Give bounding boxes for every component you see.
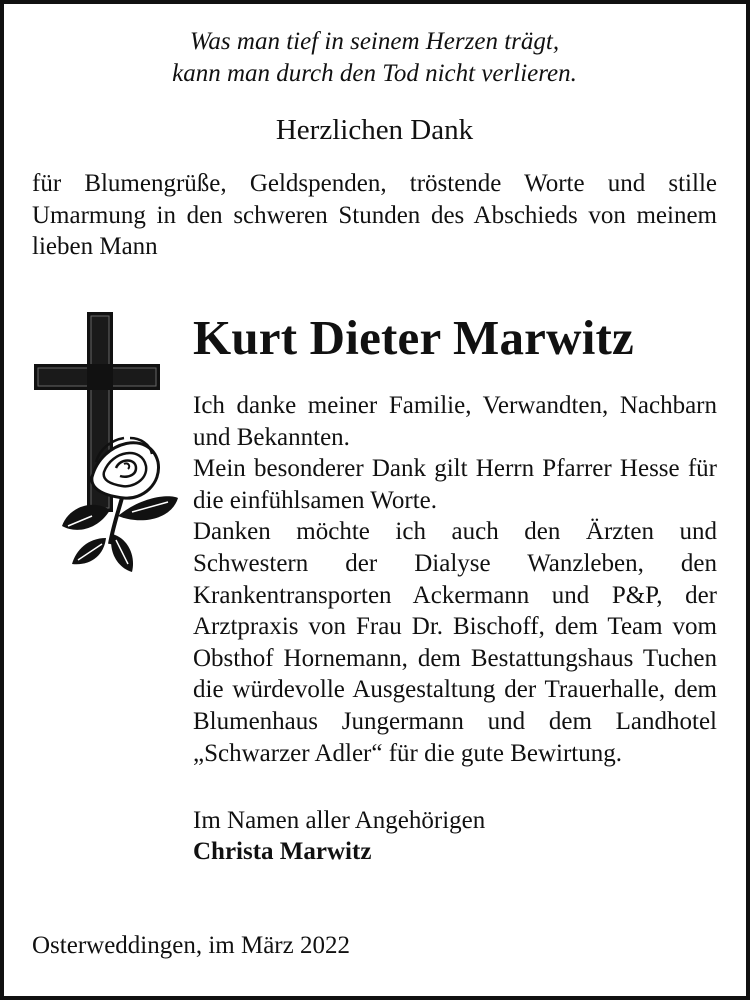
deceased-name: Kurt Dieter Marwitz xyxy=(193,310,634,365)
body-text xyxy=(193,390,717,769)
cross-rose-illustration xyxy=(32,312,180,572)
cross-icon xyxy=(32,312,180,572)
notice-header xyxy=(32,26,717,263)
signature-block xyxy=(193,805,717,867)
quote-line-2: kann man durch den Tod nicht verlieren. xyxy=(172,60,577,87)
signature-name: Christa Marwitz xyxy=(193,838,372,866)
main-column xyxy=(193,308,717,867)
rose-icon xyxy=(62,438,178,572)
body-paragraph-1: Ich danke meiner Familie, Verwandten, Nachbarn und Bekannten. xyxy=(193,392,717,451)
intro-text: für Blumengrüße, Geldspenden, tröstende Worte und stille Umarmung in den schweren Stunden des Abschieds von meinem lieben Mann xyxy=(32,170,717,260)
signature-line: Im Namen aller Angehörigen xyxy=(193,807,486,835)
body-paragraph-2: Mein besonderer Dank gilt Herrn Pfarrer Hesse für die einfühlsamen Worte. xyxy=(193,455,717,514)
quote xyxy=(32,26,717,90)
place-date: Osterweddingen, im März 2022 xyxy=(32,932,350,959)
heading: Herzlichen Dank xyxy=(275,114,474,146)
quote-line-1: Was man tief in seinem Herzen trägt, xyxy=(189,28,560,55)
body-paragraph-3: Danken möchte ich auch den Ärzten und Schwestern der Dialyse Wanzleben, den Krankentransporten Ackermann und P&P, der Arztpraxis von Frau Dr. Bischoff, dem Team vom Obsthof Hornemann, dem Bestattungshaus Tuchen die würdevolle Ausgestaltung der Trauerhalle, dem Blumenhaus Jungermann und dem Landhotel „Schwarzer Adler“ für die gute Bewirtung. xyxy=(193,518,717,767)
